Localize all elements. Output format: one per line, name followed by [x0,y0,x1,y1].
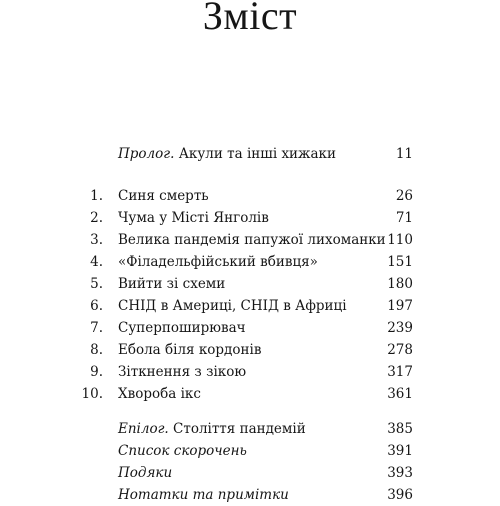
toc-entry-chapter[interactable] [0,251,500,273]
toc-entry-title-text: Століття пандемій [173,421,306,437]
toc-entry-page: 11 [395,146,413,162]
toc-entry-title: СНІД в Америці, СНІД в Африці [118,298,347,314]
toc-entry-title: Велика пандемія папужої лихоманки [118,232,386,248]
toc-entry-title: Хвороба ікс [118,386,201,402]
toc-entry-title-text: Акули та інші хижаки [178,146,336,162]
toc-entry-page: 71 [395,210,413,226]
toc-entry-title: Суперпоширювач [118,320,246,336]
toc-entry-title [118,418,306,440]
toc-entry-chapter[interactable] [0,229,500,251]
toc-entry-page: 391 [387,443,413,459]
toc-entry-page: 361 [387,386,413,402]
toc-entry-number: 6. [90,298,103,314]
toc-entry-chapter[interactable] [0,383,500,405]
toc-entry-title: Нотатки та примітки [118,487,289,503]
toc-entry-title: Синя смерть [118,188,209,204]
toc-entry-number: 1. [90,188,103,204]
toc-entry-page: 239 [387,320,413,336]
toc-entry-acknowledgements[interactable] [0,462,500,484]
page-title: Зміст [202,0,298,38]
toc-entry-page: 317 [387,364,413,380]
toc-entry-chapter[interactable] [0,317,500,339]
toc-entry-prologue[interactable] [0,143,500,165]
toc-entry-number: 4. [90,254,103,270]
toc-entry-title: Вийти зі схеми [118,276,226,292]
toc-entry-title: Чума у Місті Янголів [118,210,269,226]
toc-entry-title: Ебола біля кордонів [118,342,262,358]
toc-entry-page: 393 [387,465,413,481]
toc-entry-page: 278 [387,342,413,358]
toc-entry-title: Подяки [118,465,173,481]
toc-entry-chapter[interactable] [0,273,500,295]
toc-entry-label: Епілог. [118,421,169,437]
toc-entry-title: Список скорочень [118,443,247,459]
toc-entry-page: 110 [387,232,413,248]
toc-entry-number: 9. [90,364,103,380]
toc-entry-number: 10. [81,386,103,402]
toc-entry-number: 5. [90,276,103,292]
toc-entry-chapter[interactable] [0,361,500,383]
toc-entry-notes[interactable] [0,484,500,506]
toc-entry-number: 8. [90,342,103,358]
toc-entry-epilogue[interactable] [0,418,500,440]
toc-entry-number: 2. [90,210,103,226]
toc-entry-title: Зіткнення з зікою [118,364,247,380]
toc-entry-page: 385 [387,421,413,437]
toc-entry-chapter[interactable] [0,185,500,207]
toc-entry-page: 180 [387,276,413,292]
toc-entry-title: «Філадельфійський вбивця» [118,254,318,270]
toc-entry-page: 26 [395,188,413,204]
toc-entry-page: 151 [387,254,413,270]
toc-entry-page: 197 [387,298,413,314]
toc-entry-chapter[interactable] [0,295,500,317]
toc-entry-number: 3. [90,232,103,248]
toc-entry-page: 396 [387,487,413,503]
toc-entry-abbreviations[interactable] [0,440,500,462]
toc-entry-label: Пролог. [118,146,175,162]
toc-entry-title [118,143,336,165]
toc-entry-number: 7. [90,320,103,336]
toc-entry-chapter[interactable] [0,207,500,229]
toc-entry-chapter[interactable] [0,339,500,361]
